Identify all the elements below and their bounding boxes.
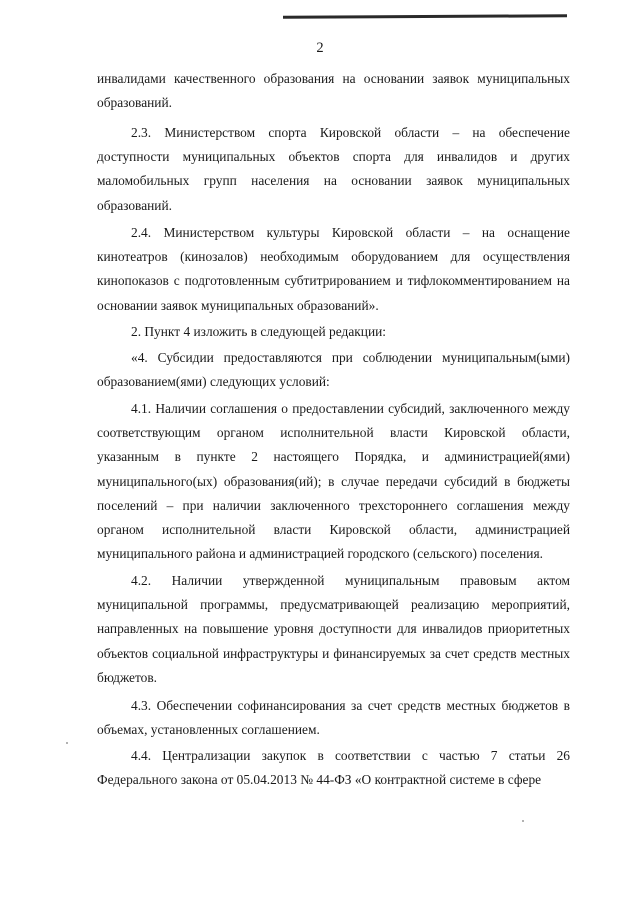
paragraph-4: «4. Субсидии предоставляются при соблюдении муниципальным(ыми) образованием(ями) следующих условий: (97, 350, 570, 390)
paragraph-2-3: 2.3. Министерством спорта Кировской области – на обеспечение доступности муниципальных объектов спорта для инвалидов и других маломобильных групп населения на основании заявок муниципальных образований. (97, 125, 570, 213)
paragraph-item-2: 2. Пункт 4 изложить в следующей редакции: (131, 324, 387, 339)
page-number: 2 (316, 40, 324, 56)
paragraph-continuation: инвалидами качественного образования на основании заявок муниципальных образований. (97, 71, 570, 111)
paragraph-4-1: 4.1. Наличии соглашения о предоставлении субсидий, заключенного между соответствующим органом исполнительной власти Кировской области, указанным в пункте 2 настоящего Порядка, и администрацией(ями) муниципального(ых) образования(ий); в случае передачи субсидий в бюджеты поселений – при наличии заключенного трехстороннего соглашения между органом исполнительной власти Кировской области, администрацией муниципального района и администрацией городского (сельского) поселения. (97, 401, 570, 562)
top-rule-divider (283, 14, 567, 18)
scan-speck (66, 742, 68, 744)
paragraph-4-3: 4.3. Обеспечении софинансирования за счет средств местных бюджетов в объемах, установленных соглашением. (97, 698, 570, 738)
paragraph-4-4: 4.4. Централизации закупок в соответствии с частью 7 статьи 26 Федерального закона от 05.04.2013 № 44-ФЗ «О контрактной системе в сфере (97, 748, 570, 788)
paragraph-2-4: 2.4. Министерством культуры Кировской области – на оснащение кинотеатров (кинозалов) необходимым оборудованием для осуществления кинопоказов с подготовленным субтитрированием и тифлокомментированием на основании заявок муниципальных образований». (97, 225, 570, 313)
scan-speck (522, 820, 524, 822)
paragraph-4-2: 4.2. Наличии утвержденной муниципальным правовым актом муниципальной программы, предусматривающей реализацию мероприятий, направленных на повышение уровня доступности для инвалидов приоритетных объектов социальной инфраструктуры и финансируемых за счет средств местных бюджетов. (97, 573, 570, 685)
